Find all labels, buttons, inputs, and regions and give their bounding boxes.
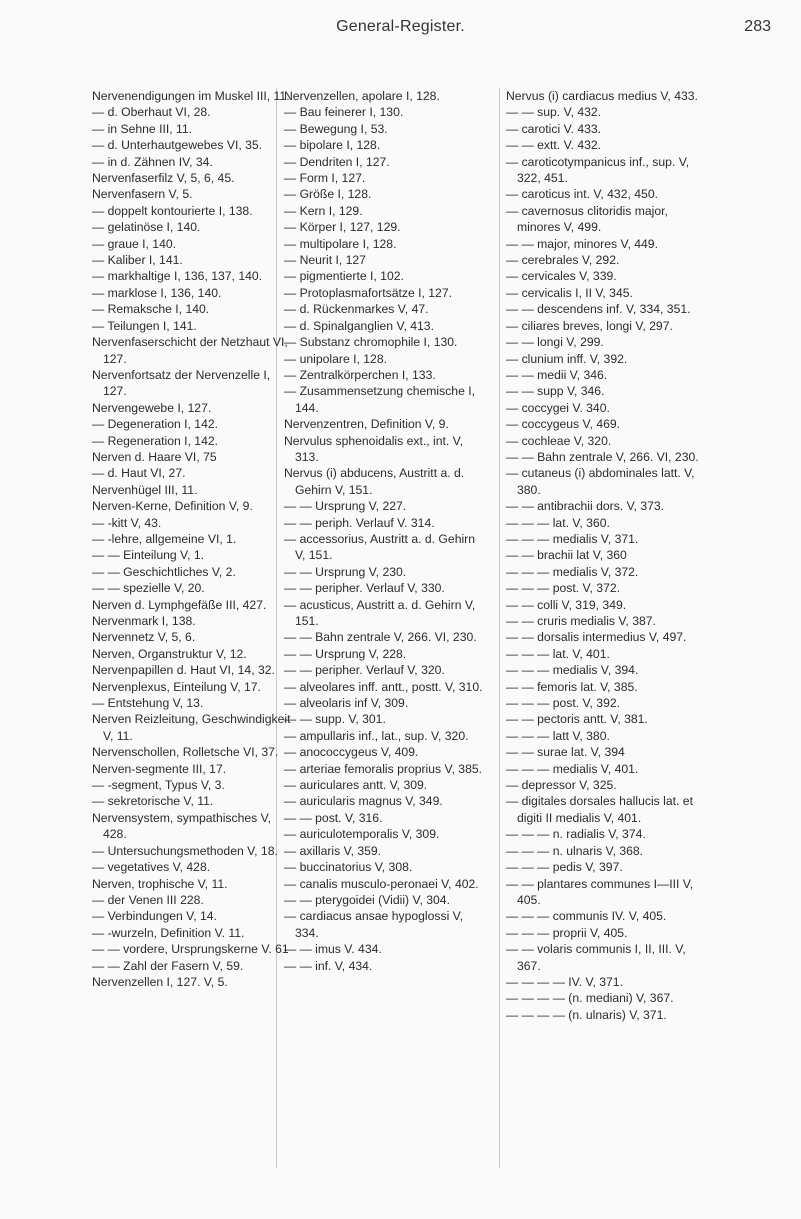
register-entry: Nervenendigungen im Muskel III, 11.: [92, 89, 290, 103]
register-entry: — d. Haut VI, 27.: [92, 466, 186, 481]
page-header: [0, 18, 801, 42]
register-entry: — alveolaris inf V, 309.: [284, 696, 409, 711]
register-entry: — — periph. Verlauf V. 314.: [284, 515, 435, 530]
register-entry: — — descendens inf. V, 334, 351.: [506, 302, 691, 317]
register-entry: — — femoris lat. V, 385.: [506, 679, 638, 694]
register-entry: — ciliares breves, longi V, 297.: [506, 318, 673, 333]
register-entry: — cavernosus clitoridis major, minores V, 499.: [506, 203, 668, 235]
register-entry: — — volaris communis I, II, III. V, 367.: [506, 942, 686, 973]
register-entry: — Größe I, 128.: [284, 187, 372, 202]
register-entry: Nervenhügel III, 11.: [92, 482, 198, 497]
register-entry: — Entstehung V, 13.: [92, 696, 204, 711]
register-entry: Nervenplexus, Einteilung V, 17.: [92, 679, 261, 694]
register-entry: — cervicalis I, II V, 345.: [506, 285, 633, 300]
register-entry: — cutaneus (i) abdominales latt. V, 380.: [506, 466, 695, 497]
register-entry: — -wurzeln, Definition V. 11.: [92, 925, 245, 940]
register-entry: — Form I, 127.: [284, 171, 366, 186]
register-entry: — — medii V, 346.: [506, 367, 608, 382]
register-entry: — — Ursprung V, 227.: [284, 499, 407, 514]
register-entry: — markhaltige I, 136, 137, 140.: [92, 269, 263, 284]
register-entry: Nervus (i) cardiacus medius V, 433.: [506, 89, 698, 103]
register-entry: — Zentralkörperchen I, 133.: [284, 367, 436, 382]
register-entry: — Teilungen I, 141.: [92, 318, 197, 333]
register-entry: — — — pedis V, 397.: [506, 860, 623, 875]
register-entry: — — dorsalis intermedius V, 497.: [506, 630, 687, 645]
register-entry: — Degeneration I, 142.: [92, 417, 219, 432]
register-entry: — — post. V, 316.: [284, 810, 383, 825]
register-entry: Nerven d. Lymphgefäße III, 427.: [92, 597, 267, 612]
register-entry: — cervicales V, 339.: [506, 269, 617, 284]
register-entry: — — — lat. V, 401.: [506, 646, 610, 661]
register-entry: — — longi V, 299.: [506, 335, 604, 350]
register-entry: — — — — (n. mediani) V, 367.: [506, 991, 674, 1006]
register-entry: — Neurit I, 127: [284, 253, 366, 268]
register-entry: — Körper I, 127, 129.: [284, 220, 401, 235]
register-entry: — — pterygoidei (Vidii) V, 304.: [284, 892, 450, 907]
register-entry: — Dendriten I, 127.: [284, 154, 390, 169]
register-entry: Nervenzellen I, 127. V, 5.: [92, 974, 228, 989]
register-entry: Nerven d. Haare VI, 75: [92, 449, 217, 464]
register-entry: Nerven-segmente III, 17.: [92, 761, 227, 776]
register-entry: — auriculares antt. V, 309.: [284, 778, 428, 793]
register-entry: — in Sehne III, 11.: [92, 121, 193, 136]
register-column-3: [506, 88, 706, 1023]
register-entry: — — — — (n. ulnaris) V, 371.: [506, 1007, 667, 1022]
register-entry: — — pectoris antt. V, 381.: [506, 712, 648, 727]
register-entry: — Protoplasmafortsätze I, 127.: [284, 285, 452, 300]
register-entry: — — peripher. Verlauf V, 330.: [284, 581, 445, 596]
register-entry: Nerven-Kerne, Definition V, 9.: [92, 499, 253, 514]
register-entry: — — — n. ulnaris V, 368.: [506, 843, 644, 858]
register-entry: — coccygei V. 340.: [506, 400, 610, 415]
register-entry: — acusticus, Austritt a. d. Gehirn V, 151.: [284, 597, 476, 628]
register-entry: — doppelt kontourierte I, 138.: [92, 203, 253, 218]
register-entry: — — brachii lat V, 360: [506, 548, 627, 563]
register-entry: — carotici V. 433.: [506, 121, 602, 136]
register-entry: — caroticotympanicus inf., sup. V, 322, 451.: [506, 154, 690, 186]
register-entry: Nervus (i) abducens, Austritt a. d. Gehirn V, 151.: [284, 466, 465, 497]
register-entry: — auricularis magnus V, 349.: [284, 794, 443, 809]
register-entry: Nervenfortsatz der Nervenzelle I, 127.: [92, 367, 271, 399]
register-entry: — — cruris medialis V, 387.: [506, 614, 656, 628]
register-entry: Nervenfaserschicht der Netzhaut VI, 127.: [92, 335, 288, 366]
register-entry: Nervenzentren, Definition V, 9.: [284, 417, 449, 432]
register-entry: — — extt. V. 432.: [506, 138, 602, 153]
register-entry: — d. Spinalganglien V, 413.: [284, 318, 434, 333]
register-entry: — d. Oberhaut VI, 28.: [92, 105, 211, 120]
register-entry: — — Bahn zentrale V, 266. VI, 230.: [506, 449, 699, 464]
register-entry: Nervenfasern V, 5.: [92, 187, 193, 202]
register-entry: — in d. Zähnen IV, 34.: [92, 154, 213, 169]
register-entry: Nervenschollen, Rolletsche VI, 37.: [92, 745, 279, 760]
register-entry: — — supp. V, 301.: [284, 712, 386, 727]
register-entry: — — supp V, 346.: [506, 384, 605, 399]
register-entry: — d. Unterhautgewebes VI, 35.: [92, 138, 263, 153]
register-entry: Nervengewebe I, 127.: [92, 400, 212, 415]
register-entry: — — Geschichtliches V, 2.: [92, 564, 236, 579]
register-entry: — marklose I, 136, 140.: [92, 285, 222, 300]
register-entry: — accessorius, Austritt a. d. Gehirn V, 151.: [284, 531, 476, 563]
register-entry: Nervenzellen, apolare I, 128.: [284, 89, 440, 103]
register-entry: — — Ursprung V, 230.: [284, 564, 407, 579]
register-entry: — cardiacus ansae hypoglossi V, 334.: [284, 909, 464, 940]
register-entry: — auriculotemporalis V, 309.: [284, 827, 440, 842]
register-entry: — d. Rückenmarkes V, 47.: [284, 302, 429, 317]
register-entry: — cochleae V, 320.: [506, 433, 612, 448]
register-entry: — — sup. V, 432.: [506, 105, 602, 120]
register-entry: Nerven, Organstruktur V, 12.: [92, 646, 247, 661]
register-entry: — — plantares communes I—III V, 405.: [506, 876, 694, 907]
register-entry: — — vordere, Ursprungskerne V. 61: [92, 942, 289, 957]
register-entry: — clunium inff. V, 392.: [506, 351, 628, 366]
register-entry: — buccinatorius V, 308.: [284, 860, 413, 875]
register-entry: — -kitt V, 43.: [92, 515, 162, 530]
register-entry: — — — post. V, 372.: [506, 581, 621, 596]
register-entry: — digitales dorsales hallucis lat. et digiti II medialis V, 401.: [506, 794, 693, 825]
register-entry: — Regeneration I, 142.: [92, 433, 219, 448]
register-entry: — Kern I, 129.: [284, 203, 363, 218]
register-entry: — vegetatives V, 428.: [92, 860, 211, 875]
running-title: General-Register.: [336, 18, 465, 35]
register-entry: — — — n. radialis V, 374.: [506, 827, 646, 842]
register-entry: — caroticus int. V, 432, 450.: [506, 187, 658, 202]
register-entry: — — — medialis V, 372.: [506, 564, 639, 579]
register-entry: — — Bahn zentrale V, 266. VI, 230.: [284, 630, 477, 645]
register-entry: — Kaliber I, 141.: [92, 253, 183, 268]
page-number: 283: [744, 18, 771, 35]
register-entry: — coccygeus V, 469.: [506, 417, 621, 432]
register-entry: Nervenfaserfilz V, 5, 6, 45.: [92, 171, 235, 186]
register-entry: — axillaris V, 359.: [284, 843, 382, 858]
register-entry: — Remaksche I, 140.: [92, 302, 210, 317]
register-entry: — — — post. V, 392.: [506, 696, 621, 711]
register-entry: — Verbindungen V, 14.: [92, 909, 217, 924]
register-entry: — pigmentierte I, 102.: [284, 269, 404, 284]
register-entry: — Untersuchungsmethoden V, 18.: [92, 843, 278, 858]
register-entry: Nervenmark I, 138.: [92, 614, 196, 628]
register-entry: — sekretorische V, 11.: [92, 794, 214, 809]
register-entry: — — Einteilung V, 1.: [92, 548, 205, 563]
register-entry: — — inf. V, 434.: [284, 958, 373, 973]
register-entry: — — spezielle V, 20.: [92, 581, 205, 596]
register-entry: — — colli V, 319, 349.: [506, 597, 627, 612]
register-entry: Nervensystem, sympathisches V, 428.: [92, 810, 272, 842]
column-divider: [499, 88, 500, 1168]
register-entry: — — — lat. V, 360.: [506, 515, 610, 530]
register-entry: — — antibrachii dors. V, 373.: [506, 499, 665, 514]
register-entry: — — — medialis V, 371.: [506, 531, 639, 546]
register-entry: — Zusammensetzung chemische I, 144.: [284, 384, 476, 415]
register-entry: — unipolare I, 128.: [284, 351, 387, 366]
register-entry: Nervulus sphenoidalis ext., int. V, 313.: [284, 433, 464, 464]
register-entry: Nerven, trophische V, 11.: [92, 876, 228, 891]
register-entry: Nervennetz V, 5, 6.: [92, 630, 196, 645]
register-entry: — ampullaris inf., lat., sup. V, 320.: [284, 728, 469, 743]
register-entry: — canalis musculo-peronaei V, 402.: [284, 876, 479, 891]
register-entry: — — Ursprung V, 228.: [284, 646, 407, 661]
register-column-1: [92, 88, 292, 990]
register-entry: — multipolare I, 128.: [284, 236, 397, 251]
register-entry: — -lehre, allgemeine VI, 1.: [92, 531, 237, 546]
register-entry: — — — latt V, 380.: [506, 728, 610, 743]
register-entry: — anococcygeus V, 409.: [284, 745, 419, 760]
register-entry: — — peripher. Verlauf V, 320.: [284, 663, 445, 678]
register-entry: — bipolare I, 128.: [284, 138, 381, 153]
register-column-2: [284, 88, 484, 974]
register-entry: — alveolares inff. antt., postt. V, 310.: [284, 679, 483, 694]
register-entry: — graue I, 140.: [92, 236, 177, 251]
register-entry: — — — medialis V, 401.: [506, 761, 639, 776]
register-entry: — Bau feinerer I, 130.: [284, 105, 404, 120]
register-entry: — — — — IV. V, 371.: [506, 974, 623, 989]
register-entry: — Bewegung I, 53.: [284, 121, 388, 136]
register-entry: — — — proprii V, 405.: [506, 925, 628, 940]
register-entry: — — — communis IV. V, 405.: [506, 909, 667, 924]
register-entry: — cerebrales V, 292.: [506, 253, 620, 268]
register-entry: — der Venen III 228.: [92, 892, 204, 907]
register-entry: — — imus V. 434.: [284, 942, 382, 957]
register-entry: — gelatinöse I, 140.: [92, 220, 201, 235]
register-entry: — — surae lat. V, 394: [506, 745, 625, 760]
register-entry: — — Zahl der Fasern V, 59.: [92, 958, 244, 973]
register-entry: Nerven Reizleitung, Geschwindigkeit V, 11.: [92, 712, 291, 743]
register-entry: — — — medialis V, 394.: [506, 663, 639, 678]
register-entry: — -segment, Typus V, 3.: [92, 778, 225, 793]
register-entry: — Substanz chromophile I, 130.: [284, 335, 458, 350]
register-entry: — arteriae femoralis proprius V, 385.: [284, 761, 483, 776]
register-entry: — depressor V, 325.: [506, 778, 617, 793]
register-entry: — — major, minores V, 449.: [506, 236, 658, 251]
register-entry: Nervenpapillen d. Haut VI, 14, 32.: [92, 663, 275, 678]
